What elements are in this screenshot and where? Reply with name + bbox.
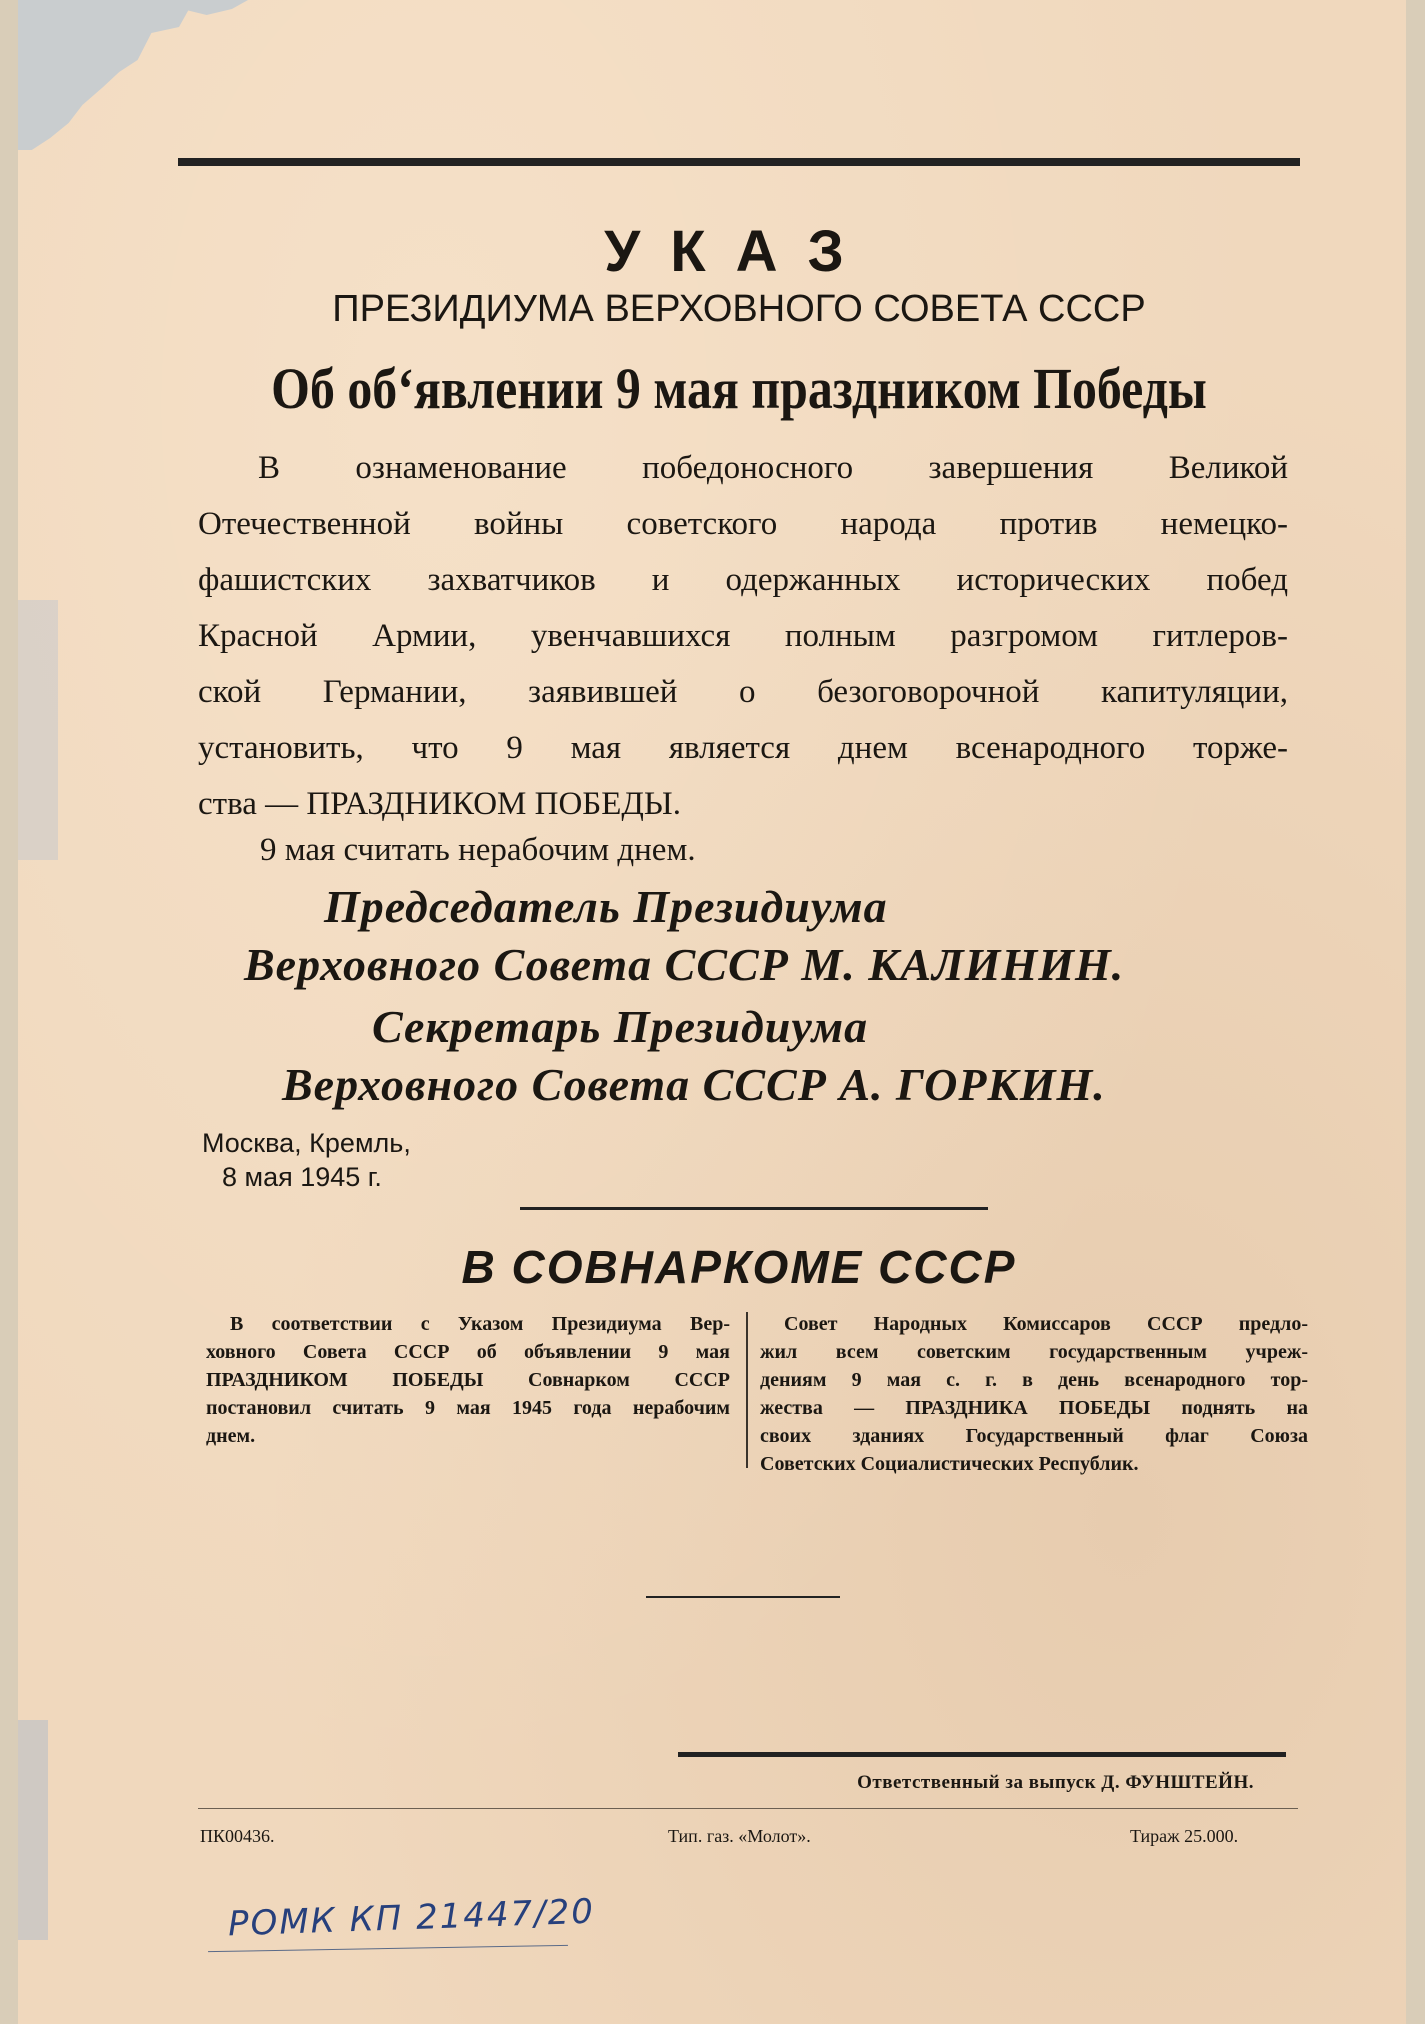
col-right-line: жества — ПРАЗДНИКА ПОБЕДЫ поднять на: [760, 1397, 1308, 1419]
edge-wear: [18, 1720, 48, 1940]
col-right-line: Совет Народных Комиссаров СССР предло-: [784, 1313, 1308, 1335]
col-right-line: жил всем советским государственным учреж-: [760, 1341, 1308, 1363]
col-right-line: Советских Социалистических Республик.: [760, 1453, 1139, 1475]
body-line: установить, что 9 мая является днем всенародного торже-: [198, 730, 1288, 766]
date: 8 мая 1945 г.: [222, 1162, 382, 1192]
col-left-line: ПРАЗДНИКОМ ПОБЕДЫ Совнарком СССР: [206, 1369, 730, 1391]
column-right: [760, 1310, 1308, 1478]
body-line: В ознаменование победоносного завершения Великой: [258, 450, 1288, 486]
body-line: фашистских захватчиков и одержанных исторических побед: [198, 562, 1288, 598]
signature-chairman-name: Верховного Совета СССР М. КАЛИНИН.: [244, 939, 1125, 990]
decree-issuer: ПРЕЗИДИУМА ВЕРХОВНОГО СОВЕТА СССР: [332, 288, 1146, 330]
short-divider: [646, 1596, 840, 1598]
printer: Тип. газ. «Молот».: [668, 1826, 811, 1846]
body-line: Отечественной войны советского народа против немецко-: [198, 506, 1288, 542]
body-line: ства — ПРАЗДНИКОМ ПОБЕДЫ.: [198, 786, 681, 822]
signature-chairman-title: Председатель Президиума: [324, 881, 888, 932]
place: Москва, Кремль,: [202, 1128, 411, 1158]
col-left-line: ховного Совета СССР об объявлении 9 мая: [206, 1341, 730, 1363]
archive-inventory-stamp: РОМК КП 21447/20: [227, 1891, 596, 1945]
nonworking-day-text: 9 мая считать нерабочим днем.: [260, 832, 696, 868]
body-line: ской Германии, заявившей о безоговорочной капитуляции,: [198, 674, 1288, 710]
print-code: ПК00436.: [200, 1826, 275, 1846]
body-line: Красной Армии, увенчавшихся полным разгромом гитлеров-: [198, 618, 1288, 654]
col-left-line: днем.: [206, 1425, 256, 1447]
footer-rule: [678, 1752, 1286, 1757]
responsible-editor: Ответственный за выпуск Д. ФУНШТЕЙН.: [857, 1772, 1254, 1793]
place-and-date: [202, 1126, 411, 1194]
decree-body: [198, 440, 1288, 832]
footer-thin-rule: [198, 1808, 1298, 1809]
print-run: Тираж 25.000.: [1130, 1826, 1239, 1846]
col-right-line: дениям 9 мая с. г. в день всенародного тор-: [760, 1369, 1308, 1391]
decree-headline: Об об‘явлении 9 мая праздником Победы: [271, 356, 1207, 421]
section-divider: [520, 1207, 988, 1210]
decree-title: УКАЗ: [604, 219, 874, 284]
col-left-line: В соответствии с Указом Президиума Вер-: [230, 1313, 730, 1335]
document-sheet: [18, 0, 1406, 2024]
column-left: [206, 1310, 730, 1450]
stamp-underline: [208, 1945, 568, 1952]
section-title: В СОВНАРКОМЕ СССР: [461, 1241, 1017, 1293]
column-divider: [746, 1312, 748, 1468]
col-left-line: постановил считать 9 мая 1945 года нерабочим: [206, 1397, 730, 1419]
edge-wear: [18, 600, 58, 860]
torn-corner: [18, 0, 248, 150]
signature-secretary-name: Верховного Совета СССР А. ГОРКИН.: [282, 1059, 1106, 1110]
top-rule: [178, 158, 1300, 166]
signature-secretary-title: Секретарь Президиума: [372, 1001, 869, 1052]
col-right-line: своих зданиях Государственный флаг Союза: [760, 1425, 1308, 1447]
